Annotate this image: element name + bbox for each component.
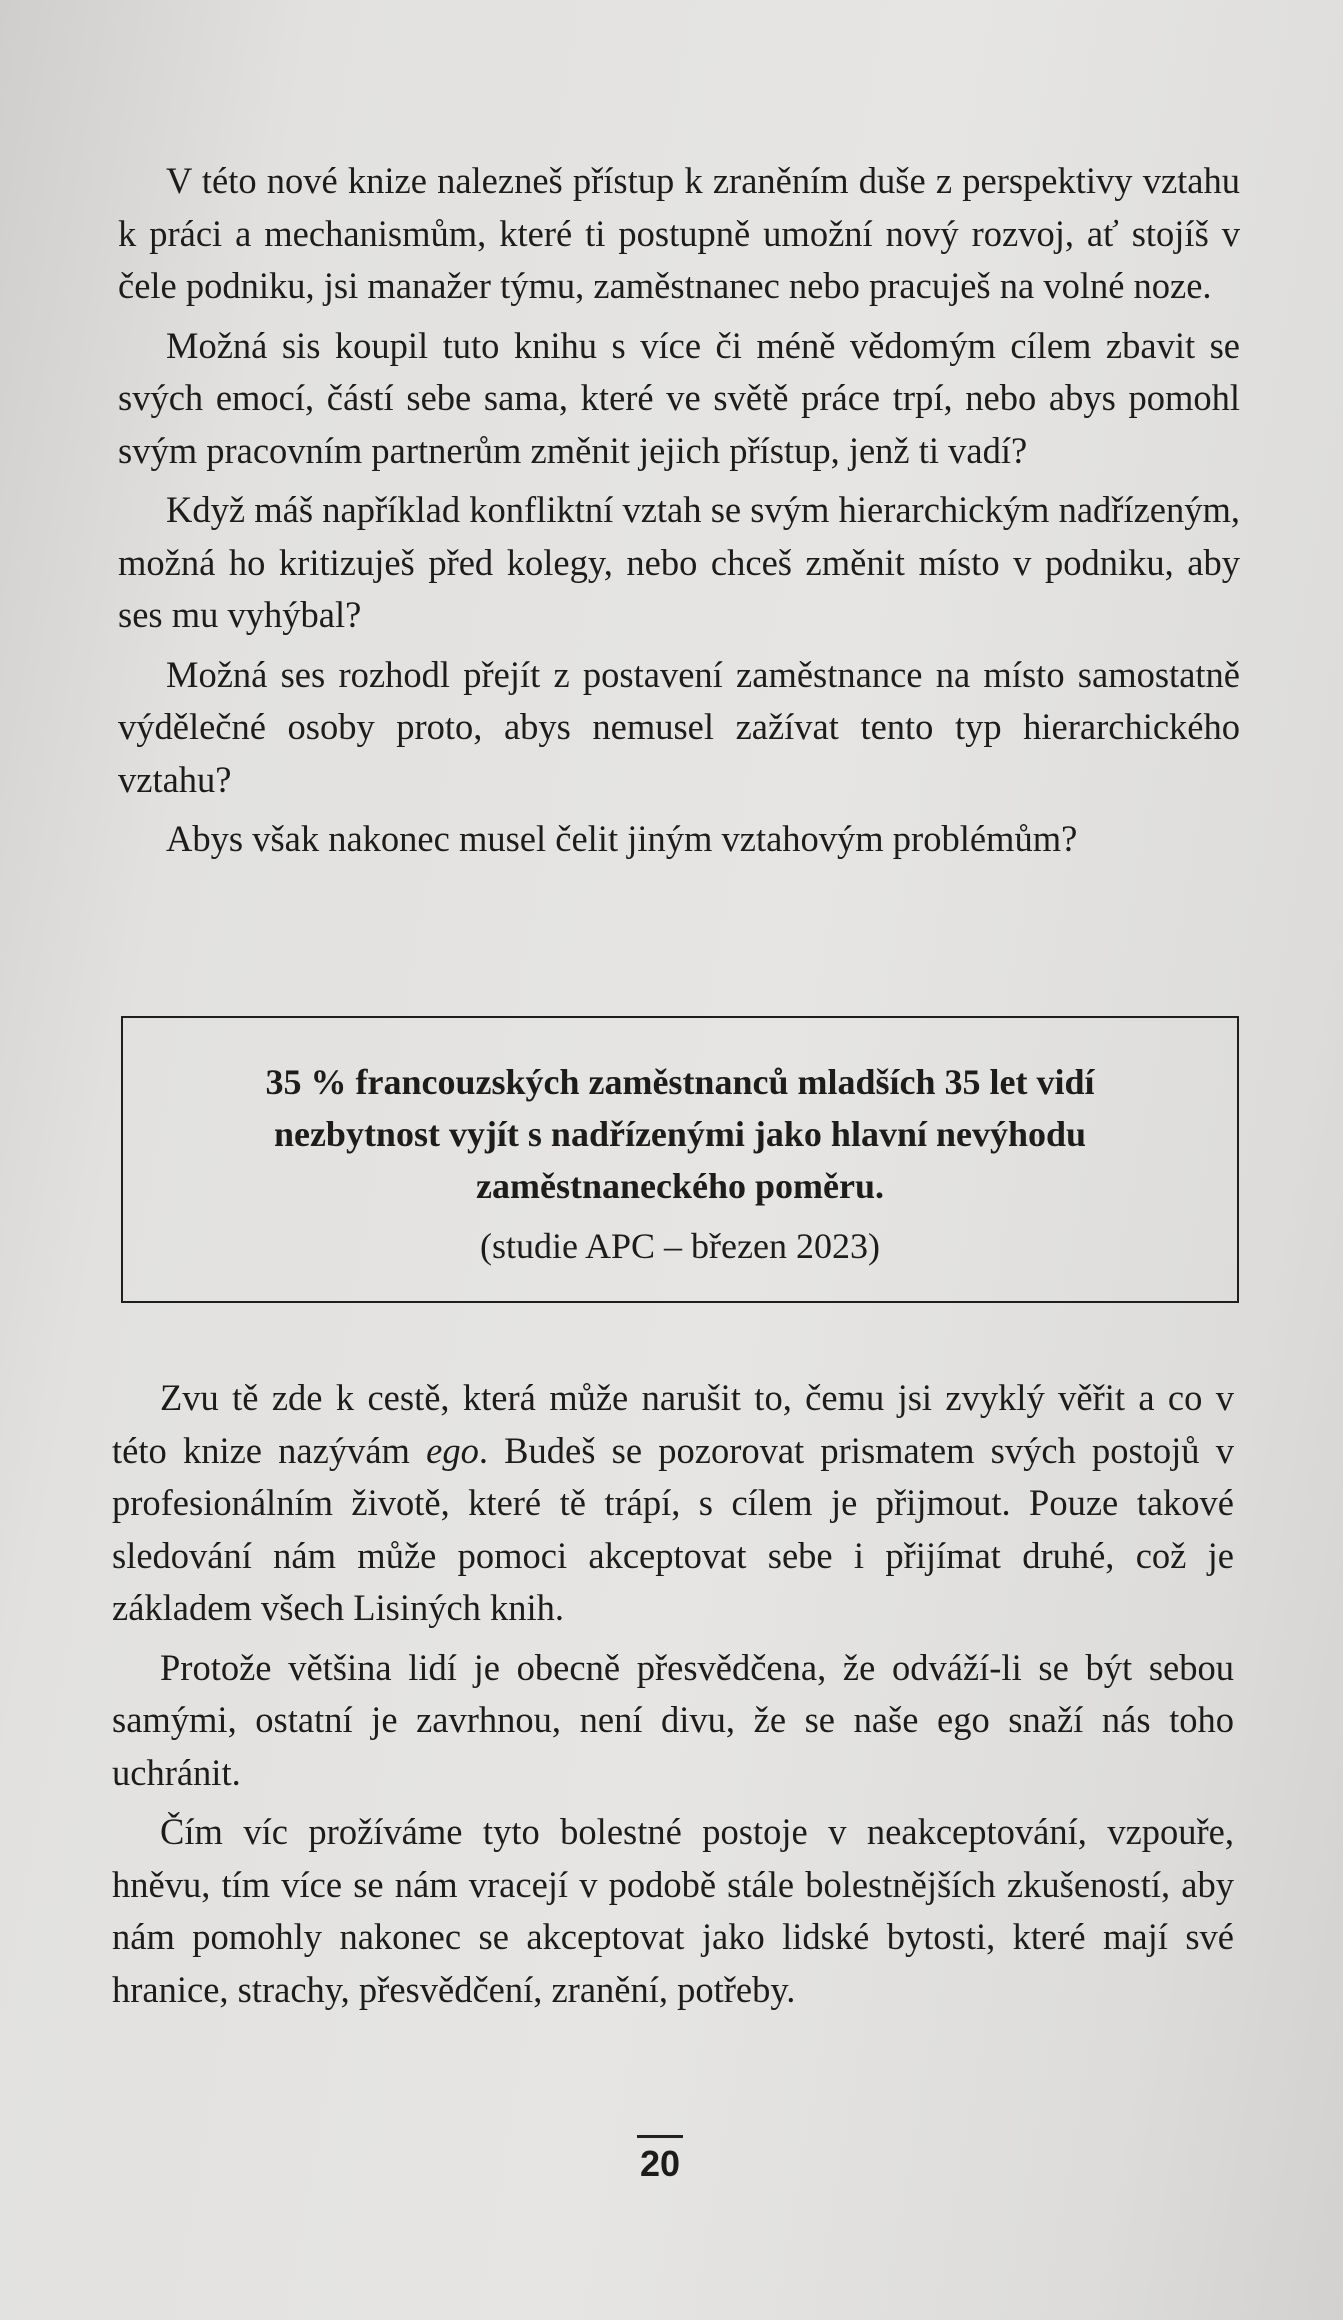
ego-emphasis: ego	[426, 1429, 479, 1471]
ego-text-after: . Budeš se pozorovat prismatem svých postojů v profesionálním životě, které tě trápí, s cílem je přijmout. Pouze takové sledování nám může pomoci akceptovat sebe i přijímat druhé, což je základem všech Lisiných knih.	[112, 1429, 1234, 1628]
lower-text-block	[112, 1372, 1234, 2023]
statistic-callout-box	[121, 1016, 1239, 1303]
page-number	[620, 2143, 700, 2185]
statistic-statement: 35 % francouzských zaměstnanců mladších 35 let vidí nezbytnost vyjít s nadřízenými jako hlavní nevýhodu zaměstnaneckého poměru.	[265, 1062, 1095, 1206]
page-number-rule	[637, 2135, 683, 2138]
paragraph: Možná ses rozhodl přejít z postavení zaměstnance na místo samostatně výdělečné osoby proto, abys nemusel zažívat tento typ hierarchického vztahu?	[118, 653, 1240, 800]
paragraph: V této nové knize nalezneš přístup k zraněním duše z perspektivy vztahu k práci a mechanismům, které ti postupně umožní nový rozvoj, ať stojíš v čele podniku, jsi manažer týmu, zaměstnanec nebo pracuješ na volné noze.	[118, 160, 1240, 306]
statistic-source: (studie APC – březen 2023)	[480, 1226, 880, 1266]
page-number-text: 20	[639, 2143, 681, 2184]
paragraph: Čím víc prožíváme tyto bolestné postoje v neakceptování, vzpouře, hněvu, tím více se nám vracejí v podobě stále bolestnějších zkušeností, aby nám pomohly nakonec se akceptovat jako lidské bytosti, které mají své hranice, strachy, přesvědčení, zranění, potřeby.	[112, 1811, 1234, 2010]
paragraph-ego	[112, 1372, 1234, 1635]
paragraph: Protože většina lidí je obecně přesvědčena, že odváží-li se být sebou samými, ostatní je zavrhnou, není divu, že se naše ego snaží nás toho uchránit.	[112, 1646, 1234, 1793]
ego-text-before: Zvu tě zde k cestě, která může narušit to, čemu jsi zvyklý věřit a co v této knize nazývám	[112, 1377, 1234, 1471]
upper-text-block	[118, 155, 1240, 873]
paragraph: Abys však nakonec musel čelit jiným vztahovým problémům?	[166, 818, 1078, 859]
paragraph: Když máš například konfliktní vztah se svým hierarchickým nadřízeným, možná ho kritizuješ před kolegy, nebo chceš změnit místo v podniku, aby ses mu vyhýbal?	[118, 489, 1240, 635]
paragraph: Možná sis koupil tuto knihu s více či méně vědomým cílem zbavit se svých emocí, částí sebe sama, které ve světě práce trpí, nebo abys pomohl svým pracovním partnerům změnit jejich přístup, jenž ti vadí?	[118, 324, 1240, 471]
